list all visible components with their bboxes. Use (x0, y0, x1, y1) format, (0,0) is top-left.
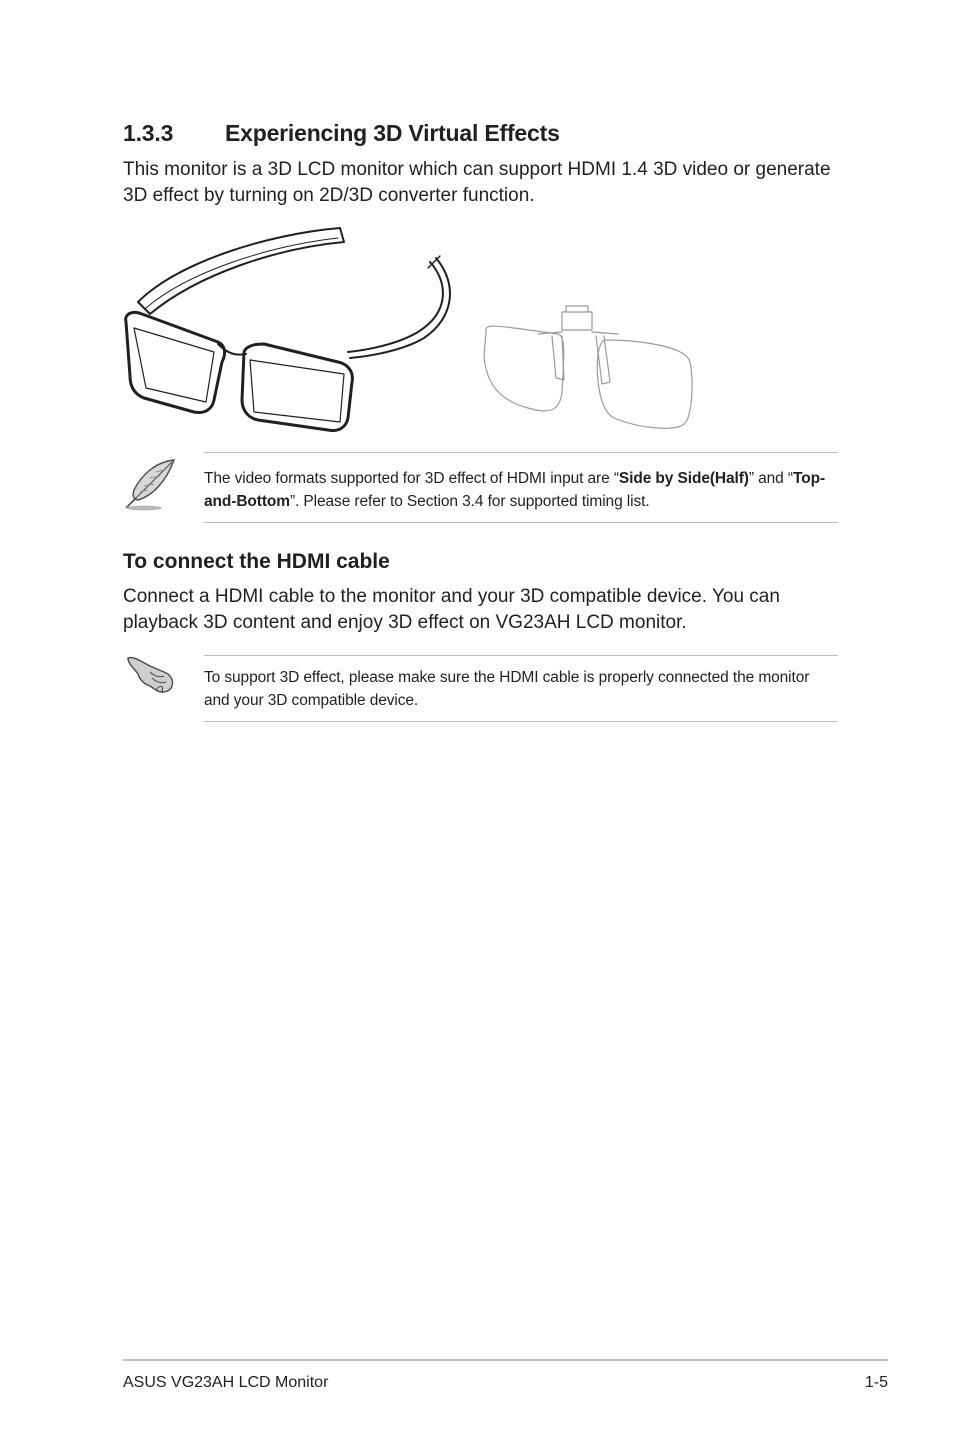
note-hdmi-connection: To support 3D effect, please make sure the HDMI cable is properly connected the monitor and your 3D compatible device. (204, 669, 810, 709)
note-video-formats (204, 467, 838, 513)
intro-paragraph: This monitor is a 3D LCD monitor which can support HDMI 1.4 3D video or generate 3D effect by turning on 2D/3D converter function. (123, 159, 831, 206)
footer-rule (123, 1359, 888, 1361)
pointing-hand-icon (120, 652, 180, 696)
note1-text: The video formats supported for 3D effect of HDMI input are “ (204, 470, 619, 487)
footer-product-name: ASUS VG23AH LCD Monitor (123, 1374, 329, 1391)
note-rule-top (204, 655, 838, 656)
section-title: Experiencing 3D Virtual Effects (225, 120, 560, 146)
subsection-heading: To connect the HDMI cable (123, 550, 390, 573)
note-rule-bottom (204, 522, 838, 523)
note1-text: ” and “ (748, 470, 793, 487)
format-top-and-bottom: Top-and-Bottom (204, 470, 825, 510)
active-3d-glasses (126, 228, 450, 431)
footer-page-number: 1-5 (864, 1374, 888, 1391)
note-rule-top (204, 452, 838, 453)
3d-glasses-illustration (118, 222, 718, 437)
feather-quill-icon (120, 456, 180, 512)
format-side-by-side: Side by Side(Half) (618, 470, 749, 487)
clip-on-3d-lenses (484, 306, 692, 428)
note1-text: ”. Please refer to Section 3.4 for supported timing list. (289, 493, 650, 510)
section-heading (123, 120, 560, 147)
note-rule-bottom (204, 721, 838, 722)
section-number: 1.3.3 (123, 120, 174, 146)
connect-paragraph: Connect a HDMI cable to the monitor and your 3D compatible device. You can playback 3D content and enjoy 3D effect on VG23AH LCD monitor. (123, 586, 780, 633)
